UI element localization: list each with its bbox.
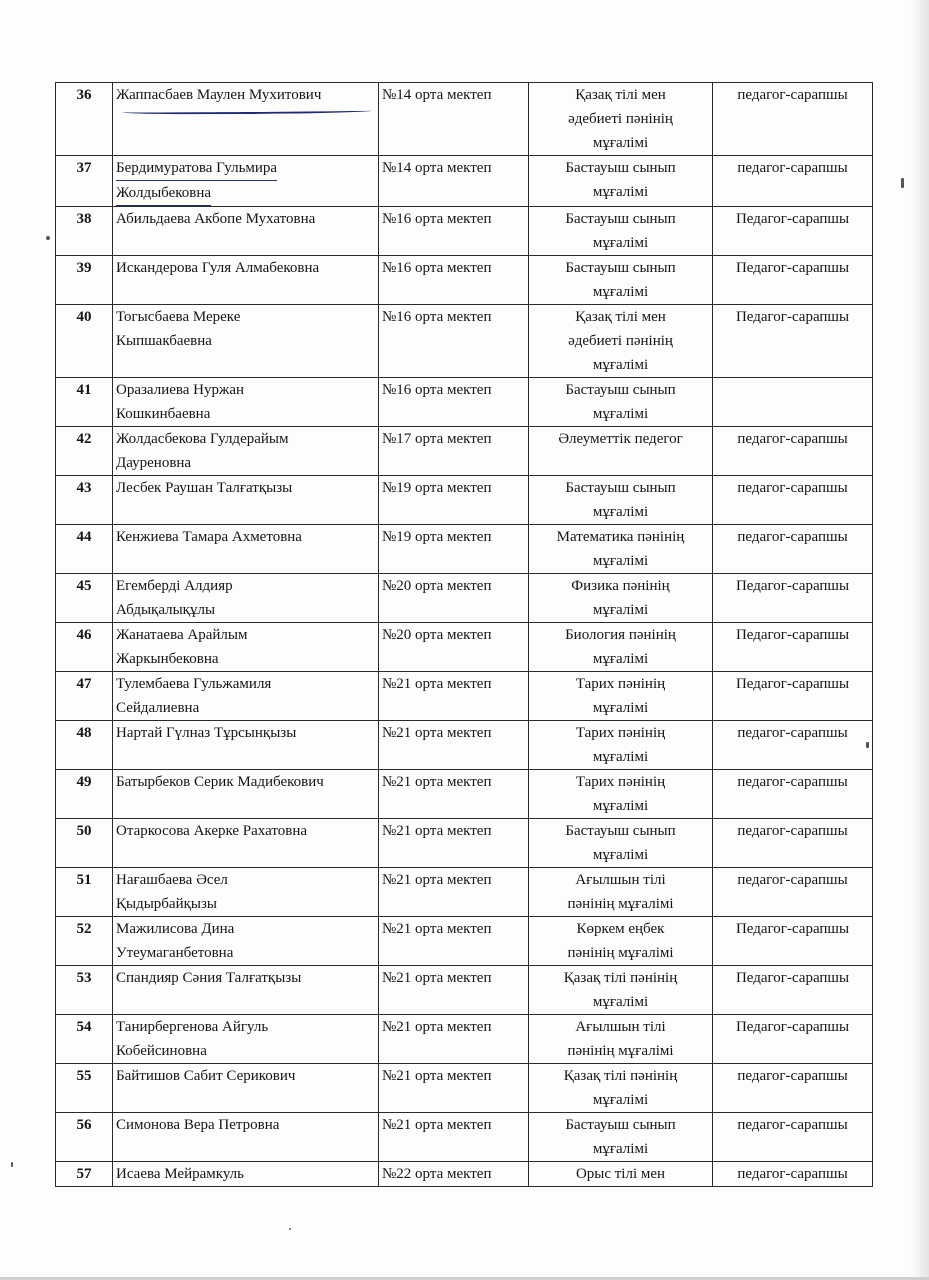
row-number: 55 [56, 1064, 113, 1113]
school-name: №16 орта мектеп [379, 378, 529, 427]
scan-speck [866, 742, 869, 748]
table-row [56, 1113, 873, 1162]
qualification-category: Педагог-сарапшы [713, 672, 873, 721]
subject-position [529, 917, 713, 966]
qualification-category: педагог-сарапшы [713, 868, 873, 917]
school-name: №21 орта мектеп [379, 966, 529, 1015]
subject-line: мұғалімі [592, 602, 649, 618]
teacher-name [113, 156, 379, 207]
qualification-category: Педагог-сарапшы [713, 574, 873, 623]
subject-position [529, 868, 713, 917]
teacher-name-line: Батырбеков Серик Мадибекович [116, 774, 324, 790]
teacher-name [113, 427, 379, 476]
teacher-name-line: Кыпшакбаевна [116, 333, 212, 349]
table-row [56, 1015, 873, 1064]
teacher-name-line: Қыдырбайқызы [116, 896, 217, 912]
row-number: 37 [56, 156, 113, 207]
subject-position [529, 207, 713, 256]
table-row [56, 207, 873, 256]
subject-position [529, 623, 713, 672]
subject-line: мұғалімі [592, 749, 649, 765]
teacher-name-line: Спандияр Сәния Талғатқызы [116, 970, 302, 986]
school-name: №21 орта мектеп [379, 672, 529, 721]
subject-line: мұғалімі [592, 700, 649, 716]
teacher-name [113, 672, 379, 721]
qualification-category: педагог-сарапшы [713, 721, 873, 770]
table-row [56, 305, 873, 378]
school-name: №21 орта мектеп [379, 770, 529, 819]
school-name: №21 орта мектеп [379, 868, 529, 917]
teacher-name-line: Утеумаганбетовна [116, 945, 234, 961]
school-name: №16 орта мектеп [379, 256, 529, 305]
subject-line: мұғалімі [592, 1092, 649, 1108]
table-row [56, 770, 873, 819]
teacher-name-line: Оразалиева Нуржан [116, 382, 245, 398]
teacher-name [113, 1162, 379, 1187]
teacher-name [113, 1064, 379, 1113]
teacher-name-line: Кобейсиновна [116, 1043, 207, 1059]
table-row [56, 476, 873, 525]
row-number: 43 [56, 476, 113, 525]
row-number: 45 [56, 574, 113, 623]
scan-edge-shadow [911, 0, 929, 1280]
school-name: №14 орта мектеп [379, 156, 529, 207]
subject-line: мұғалімі [592, 135, 649, 151]
teacher-name-line: Мажилисова Дина [116, 921, 235, 937]
school-name: №22 орта мектеп [379, 1162, 529, 1187]
subject-position [529, 770, 713, 819]
row-number: 39 [56, 256, 113, 305]
subject-line: мұғалімі [592, 651, 649, 667]
table-row [56, 623, 873, 672]
school-name: №21 орта мектеп [379, 819, 529, 868]
subject-line: мұғалімі [592, 284, 649, 300]
table-row [56, 868, 873, 917]
row-number: 54 [56, 1015, 113, 1064]
subject-position [529, 1162, 713, 1187]
school-name: №16 орта мектеп [379, 305, 529, 378]
school-name: №21 орта мектеп [379, 1064, 529, 1113]
subject-line: мұғалімі [592, 357, 649, 373]
teacher-name [113, 83, 379, 156]
teacher-name-line: Жаппасбаев Маулен Мухитович [116, 87, 322, 103]
qualification-category: педагог-сарапшы [713, 156, 873, 207]
subject-position [529, 819, 713, 868]
subject-position [529, 1015, 713, 1064]
qualification-category: педагог-сарапшы [713, 770, 873, 819]
subject-position [529, 721, 713, 770]
teacher-name-line: Кенжиева Тамара Ахметовна [116, 529, 302, 545]
teacher-name [113, 574, 379, 623]
teacher-name-line: Дауреновна [116, 455, 192, 471]
subject-line: Тарих пәнінің [575, 676, 666, 692]
table-row [56, 917, 873, 966]
teacher-name-line: Кошкинбаевна [116, 406, 211, 422]
subject-line: Тарих пәнінің [575, 774, 666, 790]
subject-line: Бастауыш сынып [565, 160, 676, 176]
subject-line: Ағылшын тілі [575, 1019, 666, 1035]
qualification-category: Педагог-сарапшы [713, 1015, 873, 1064]
table-row [56, 256, 873, 305]
table-row [56, 966, 873, 1015]
qualification-category: Педагог-сарапшы [713, 917, 873, 966]
qualification-category: педагог-сарапшы [713, 1064, 873, 1113]
teacher-name [113, 868, 379, 917]
school-name: №21 орта мектеп [379, 1113, 529, 1162]
teacher-name-line: Байтишов Сабит Серикович [116, 1068, 296, 1084]
table-row [56, 574, 873, 623]
subject-position [529, 305, 713, 378]
teacher-name-line: Абильдаева Акбопе Мухатовна [116, 211, 316, 227]
teacher-name-line: Бердимуратова Гульмира [116, 156, 277, 181]
row-number: 40 [56, 305, 113, 378]
teacher-name [113, 623, 379, 672]
row-number: 52 [56, 917, 113, 966]
subject-line: Ағылшын тілі [575, 872, 666, 888]
teacher-name [113, 917, 379, 966]
subject-line: Орыс тілі мен [575, 1166, 666, 1182]
qualification-category: педагог-сарапшы [713, 1113, 873, 1162]
school-name: №16 орта мектеп [379, 207, 529, 256]
qualification-category: Педагог-сарапшы [713, 256, 873, 305]
teacher-name-line: Егемберді Алдияр [116, 578, 233, 594]
subject-line: Бастауыш сынып [565, 480, 676, 496]
subject-line: мұғалімі [592, 798, 649, 814]
subject-line: Математика пәнінің [556, 529, 685, 545]
teacher-name-line: Нартай Гүлназ Тұрсынқызы [116, 725, 297, 741]
teacher-name [113, 256, 379, 305]
row-number: 48 [56, 721, 113, 770]
subject-line: Қазақ тілі мен [575, 309, 666, 325]
teacher-name-line: Искандерова Гуля Алмабековна [116, 260, 320, 276]
teacher-name-line: Абдықалықұлы [116, 602, 216, 618]
qualification-category [713, 378, 873, 427]
subject-line: Бастауыш сынып [565, 382, 676, 398]
qualification-category: Педагог-сарапшы [713, 966, 873, 1015]
subject-line: Бастауыш сынып [565, 1117, 676, 1133]
qualification-category: педагог-сарапшы [713, 427, 873, 476]
row-number: 56 [56, 1113, 113, 1162]
roster-body [56, 83, 873, 1187]
subject-position [529, 256, 713, 305]
teacher-name-line: Нағашбаева Әсел [116, 872, 228, 888]
teacher-name-line: Тулембаева Гульжамиля [116, 676, 272, 692]
subject-line: Қазақ тілі пәнінің [563, 1068, 678, 1084]
scan-speck [46, 236, 50, 240]
table-row [56, 427, 873, 476]
school-name: №17 орта мектеп [379, 427, 529, 476]
teacher-name-line: Симонова Вера Петровна [116, 1117, 280, 1133]
subject-line: Әлеуметтік педегог [558, 431, 683, 447]
teacher-name-line: Лесбек Раушан Талғатқызы [116, 480, 293, 496]
subject-line: мұғалімі [592, 994, 649, 1010]
subject-position [529, 83, 713, 156]
teacher-roster-table [55, 82, 873, 1187]
subject-line: әдебиеті пәнінің [568, 111, 673, 127]
school-name: №14 орта мектеп [379, 83, 529, 156]
row-number: 49 [56, 770, 113, 819]
scan-speck [901, 178, 904, 188]
teacher-name [113, 1015, 379, 1064]
table-row [56, 1064, 873, 1113]
table-row [56, 525, 873, 574]
school-name: №19 орта мектеп [379, 525, 529, 574]
subject-line: Физика пәнінің [571, 578, 670, 594]
row-number: 42 [56, 427, 113, 476]
teacher-name-line: Жолдыбековна [116, 181, 211, 206]
teacher-name [113, 770, 379, 819]
subject-line: пәнінің мұғалімі [567, 945, 674, 961]
subject-line: мұғалімі [592, 553, 649, 569]
subject-line: Көркем еңбек [576, 921, 665, 937]
teacher-name-line: Исаева Мейрамкуль [116, 1166, 244, 1182]
qualification-category: Педагог-сарапшы [713, 305, 873, 378]
qualification-category: педагог-сарапшы [713, 1162, 873, 1187]
school-name: №20 орта мектеп [379, 623, 529, 672]
row-number: 38 [56, 207, 113, 256]
table-row [56, 378, 873, 427]
scan-speck [11, 1162, 13, 1167]
scan-speck [289, 1228, 291, 1230]
subject-position [529, 476, 713, 525]
teacher-name-line: Отаркосова Акерке Рахатовна [116, 823, 308, 839]
teacher-name-line: Танирбергенова Айгуль [116, 1019, 269, 1035]
subject-line: мұғалімі [592, 504, 649, 520]
subject-line: мұғалімі [592, 235, 649, 251]
row-number: 50 [56, 819, 113, 868]
table-row [56, 819, 873, 868]
qualification-category: педагог-сарапшы [713, 525, 873, 574]
subject-line: әдебиеті пәнінің [568, 333, 673, 349]
row-number: 57 [56, 1162, 113, 1187]
teacher-name [113, 721, 379, 770]
subject-position [529, 156, 713, 207]
teacher-name [113, 476, 379, 525]
row-number: 36 [56, 83, 113, 156]
subject-line: пәнінің мұғалімі [567, 896, 674, 912]
subject-position [529, 574, 713, 623]
subject-line: пәнінің мұғалімі [567, 1043, 674, 1059]
teacher-name-line: Жаркынбековна [116, 651, 219, 667]
school-name: №19 орта мектеп [379, 476, 529, 525]
row-number: 41 [56, 378, 113, 427]
teacher-name [113, 966, 379, 1015]
qualification-category: педагог-сарапшы [713, 83, 873, 156]
school-name: №21 орта мектеп [379, 917, 529, 966]
subject-position [529, 672, 713, 721]
subject-line: мұғалімі [592, 184, 649, 200]
subject-position [529, 1113, 713, 1162]
table-row [56, 1162, 873, 1187]
table-row [56, 672, 873, 721]
teacher-name-line: Жолдасбекова Гулдерайым [116, 431, 289, 447]
teacher-name [113, 378, 379, 427]
table-row [56, 721, 873, 770]
qualification-category: Педагог-сарапшы [713, 207, 873, 256]
subject-line: Қазақ тілі пәнінің [563, 970, 678, 986]
teacher-name [113, 305, 379, 378]
teacher-name-line: Жанатаева Арайлым [116, 627, 248, 643]
subject-position [529, 427, 713, 476]
subject-position [529, 1064, 713, 1113]
teacher-name [113, 207, 379, 256]
table-row [56, 156, 873, 207]
row-number: 51 [56, 868, 113, 917]
row-number: 46 [56, 623, 113, 672]
row-number: 44 [56, 525, 113, 574]
subject-line: Биология пәнінің [565, 627, 676, 643]
teacher-name-line: Сейдалиевна [116, 700, 200, 716]
subject-line: мұғалімі [592, 406, 649, 422]
subject-position [529, 525, 713, 574]
row-number: 47 [56, 672, 113, 721]
qualification-category: Педагог-сарапшы [713, 623, 873, 672]
teacher-name-line: Тогысбаева Мереке [116, 309, 241, 325]
school-name: №21 орта мектеп [379, 1015, 529, 1064]
subject-line: Бастауыш сынып [565, 211, 676, 227]
subject-position [529, 378, 713, 427]
teacher-name [113, 819, 379, 868]
table-row [56, 83, 873, 156]
subject-line: мұғалімі [592, 847, 649, 863]
school-name: №21 орта мектеп [379, 721, 529, 770]
subject-line: Бастауыш сынып [565, 260, 676, 276]
qualification-category: педагог-сарапшы [713, 476, 873, 525]
subject-line: Қазақ тілі мен [575, 87, 666, 103]
teacher-name [113, 1113, 379, 1162]
subject-line: мұғалімі [592, 1141, 649, 1157]
row-number: 53 [56, 966, 113, 1015]
subject-position [529, 966, 713, 1015]
subject-line: Тарих пәнінің [575, 725, 666, 741]
school-name: №20 орта мектеп [379, 574, 529, 623]
teacher-name [113, 525, 379, 574]
subject-line: Бастауыш сынып [565, 823, 676, 839]
qualification-category: педагог-сарапшы [713, 819, 873, 868]
